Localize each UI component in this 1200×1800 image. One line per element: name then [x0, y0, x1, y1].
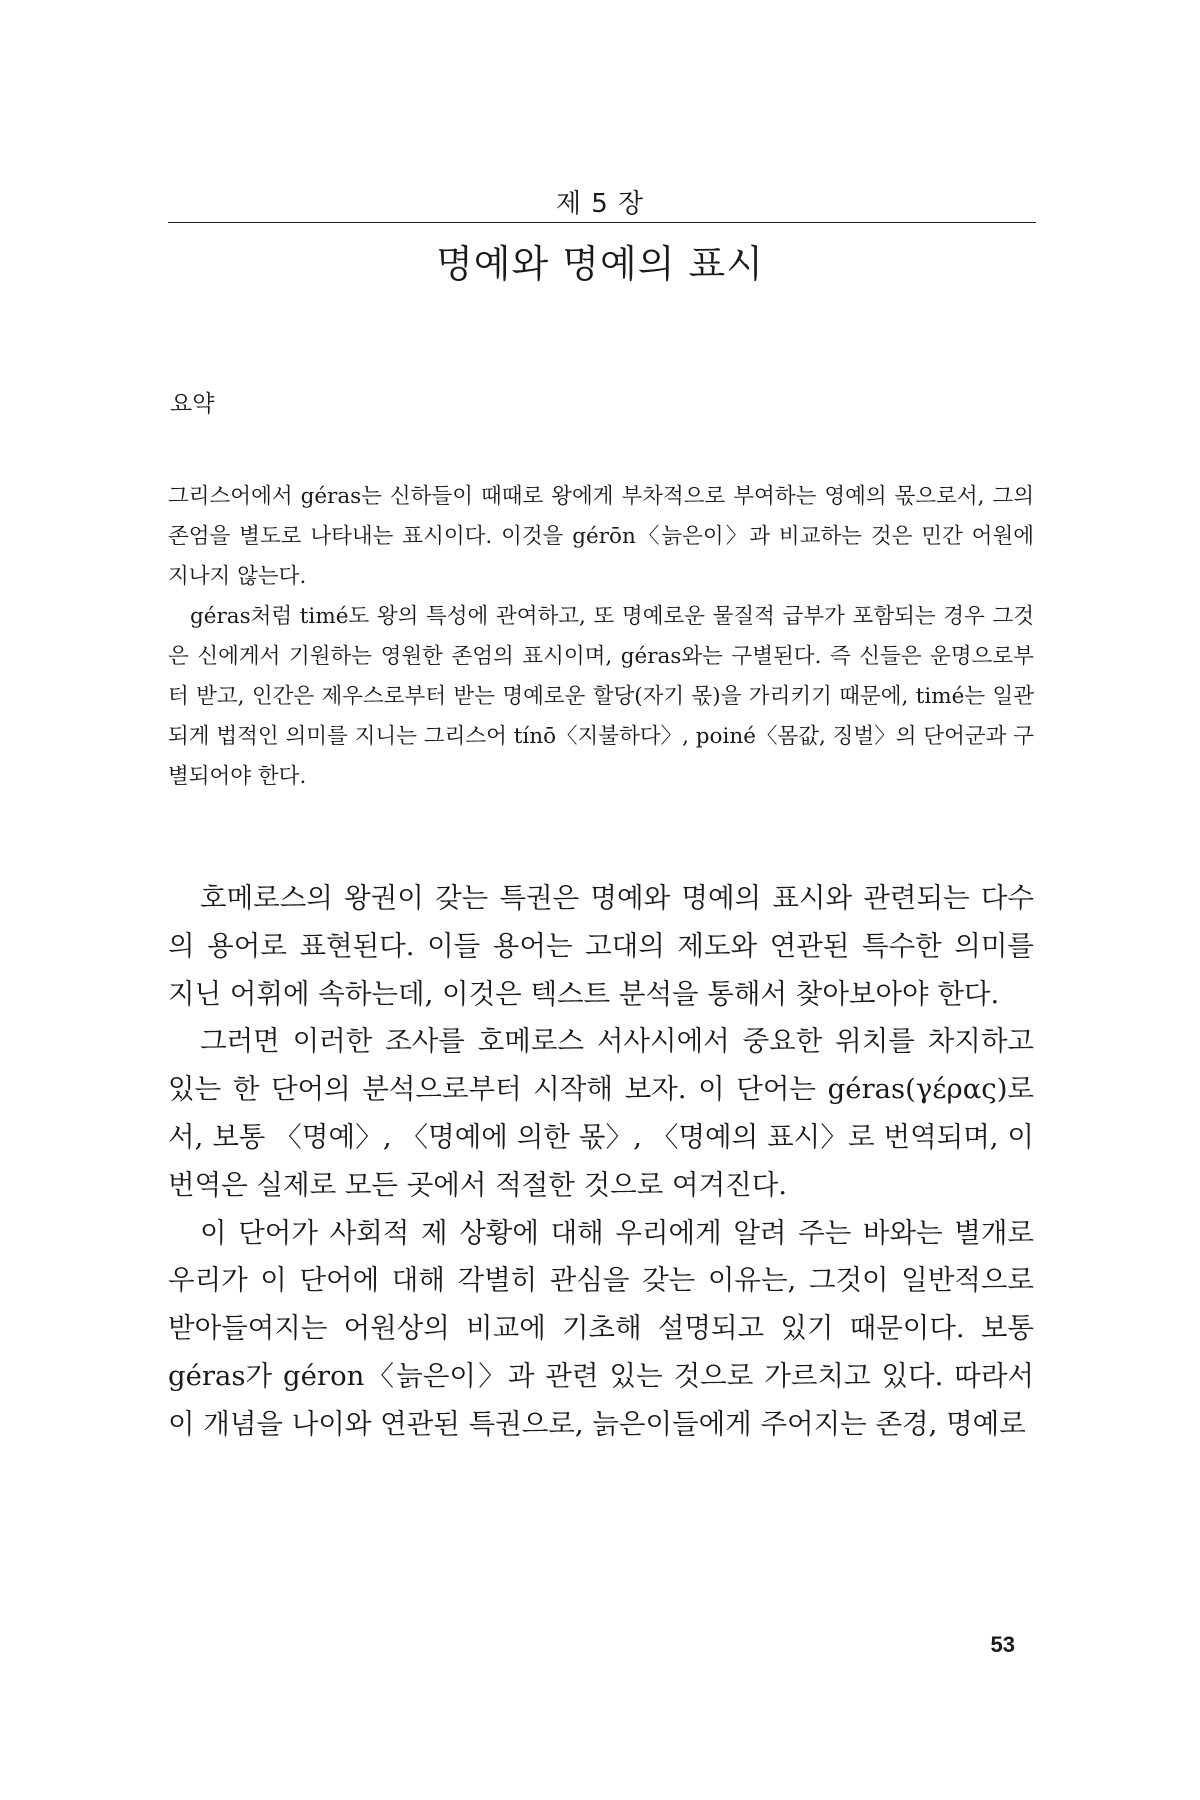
body-paragraph: 이 단어가 사회적 제 상황에 대해 우리에게 알려 주는 바와는 별개로 우리가 이 단어에 대해 각별히 관심을 갖는 이유는, 그것이 일반적으로 받아들여지는 어원상의 비교에 기초해 설명되고 있기 때문이다. 보통 géras가 géron〈늙은이〉과 관련 있는 것으로 가르치고 있다. 따라서 이 개념을 나이와 연관된 특권으로, 늙은이들에게 주어지는 존경, 명예로 [168, 1216, 1034, 1440]
chapter-label: 제 5 장 [555, 189, 645, 219]
page-number: 53 [990, 1632, 1015, 1657]
chapter-title: 명예와 명예의 표시 [436, 242, 764, 286]
summary-paragraph: 그리스어에서 géras는 신하들이 때때로 왕에게 부차적으로 부여하는 영예의 몫으로서, 그의 존엄을 별도로 나타내는 표시이다. 이것을 gérōn〈늙은이〉과 비교하는 것은 민간 어원에 지나지 않는다. [168, 484, 1034, 589]
chapter-divider [168, 222, 1036, 223]
body-section [168, 875, 1034, 1449]
summary-heading: 요약 [170, 391, 215, 417]
body-paragraph: 그러면 이러한 조사를 호메로스 서사시에서 중요한 위치를 차지하고 있는 한 단어의 분석으로부터 시작해 보자. 이 단어는 géras(γέρας)로서, 보통 〈명예〉, 〈명예에 의한 몫〉, 〈명예의 표시〉로 번역되며, 이 번역은 실제로 모든 곳에서 적절한 것으로 여겨진다. [168, 1025, 1034, 1201]
body-paragraph: 호메로스의 왕권이 갖는 특권은 명예와 명예의 표시와 관련되는 다수의 용어로 표현된다. 이들 용어는 고대의 제도와 연관된 특수한 의미를 지닌 어휘에 속하는데, 이것은 텍스트 분석을 통해서 찾아보아야 한다. [168, 882, 1034, 1010]
summary-paragraph: géras처럼 timé도 왕의 특성에 관여하고, 또 명예로운 물질적 급부가 포함되는 경우 그것은 신에게서 기원하는 영원한 존엄의 표시이며, géras와는 구별된다. 즉 신들은 운명으로부터 받고, 인간은 제우스로부터 받는 명예로운 할당(자기 몫)을 가리키기 때문에, timé는 일관되게 법적인 의미를 지니는 그리스어 tínō〈지불하다〉, poiné〈몸값, 징벌〉의 단어군과 구별되어야 한다. [168, 604, 1034, 789]
summary-section [168, 477, 1034, 797]
